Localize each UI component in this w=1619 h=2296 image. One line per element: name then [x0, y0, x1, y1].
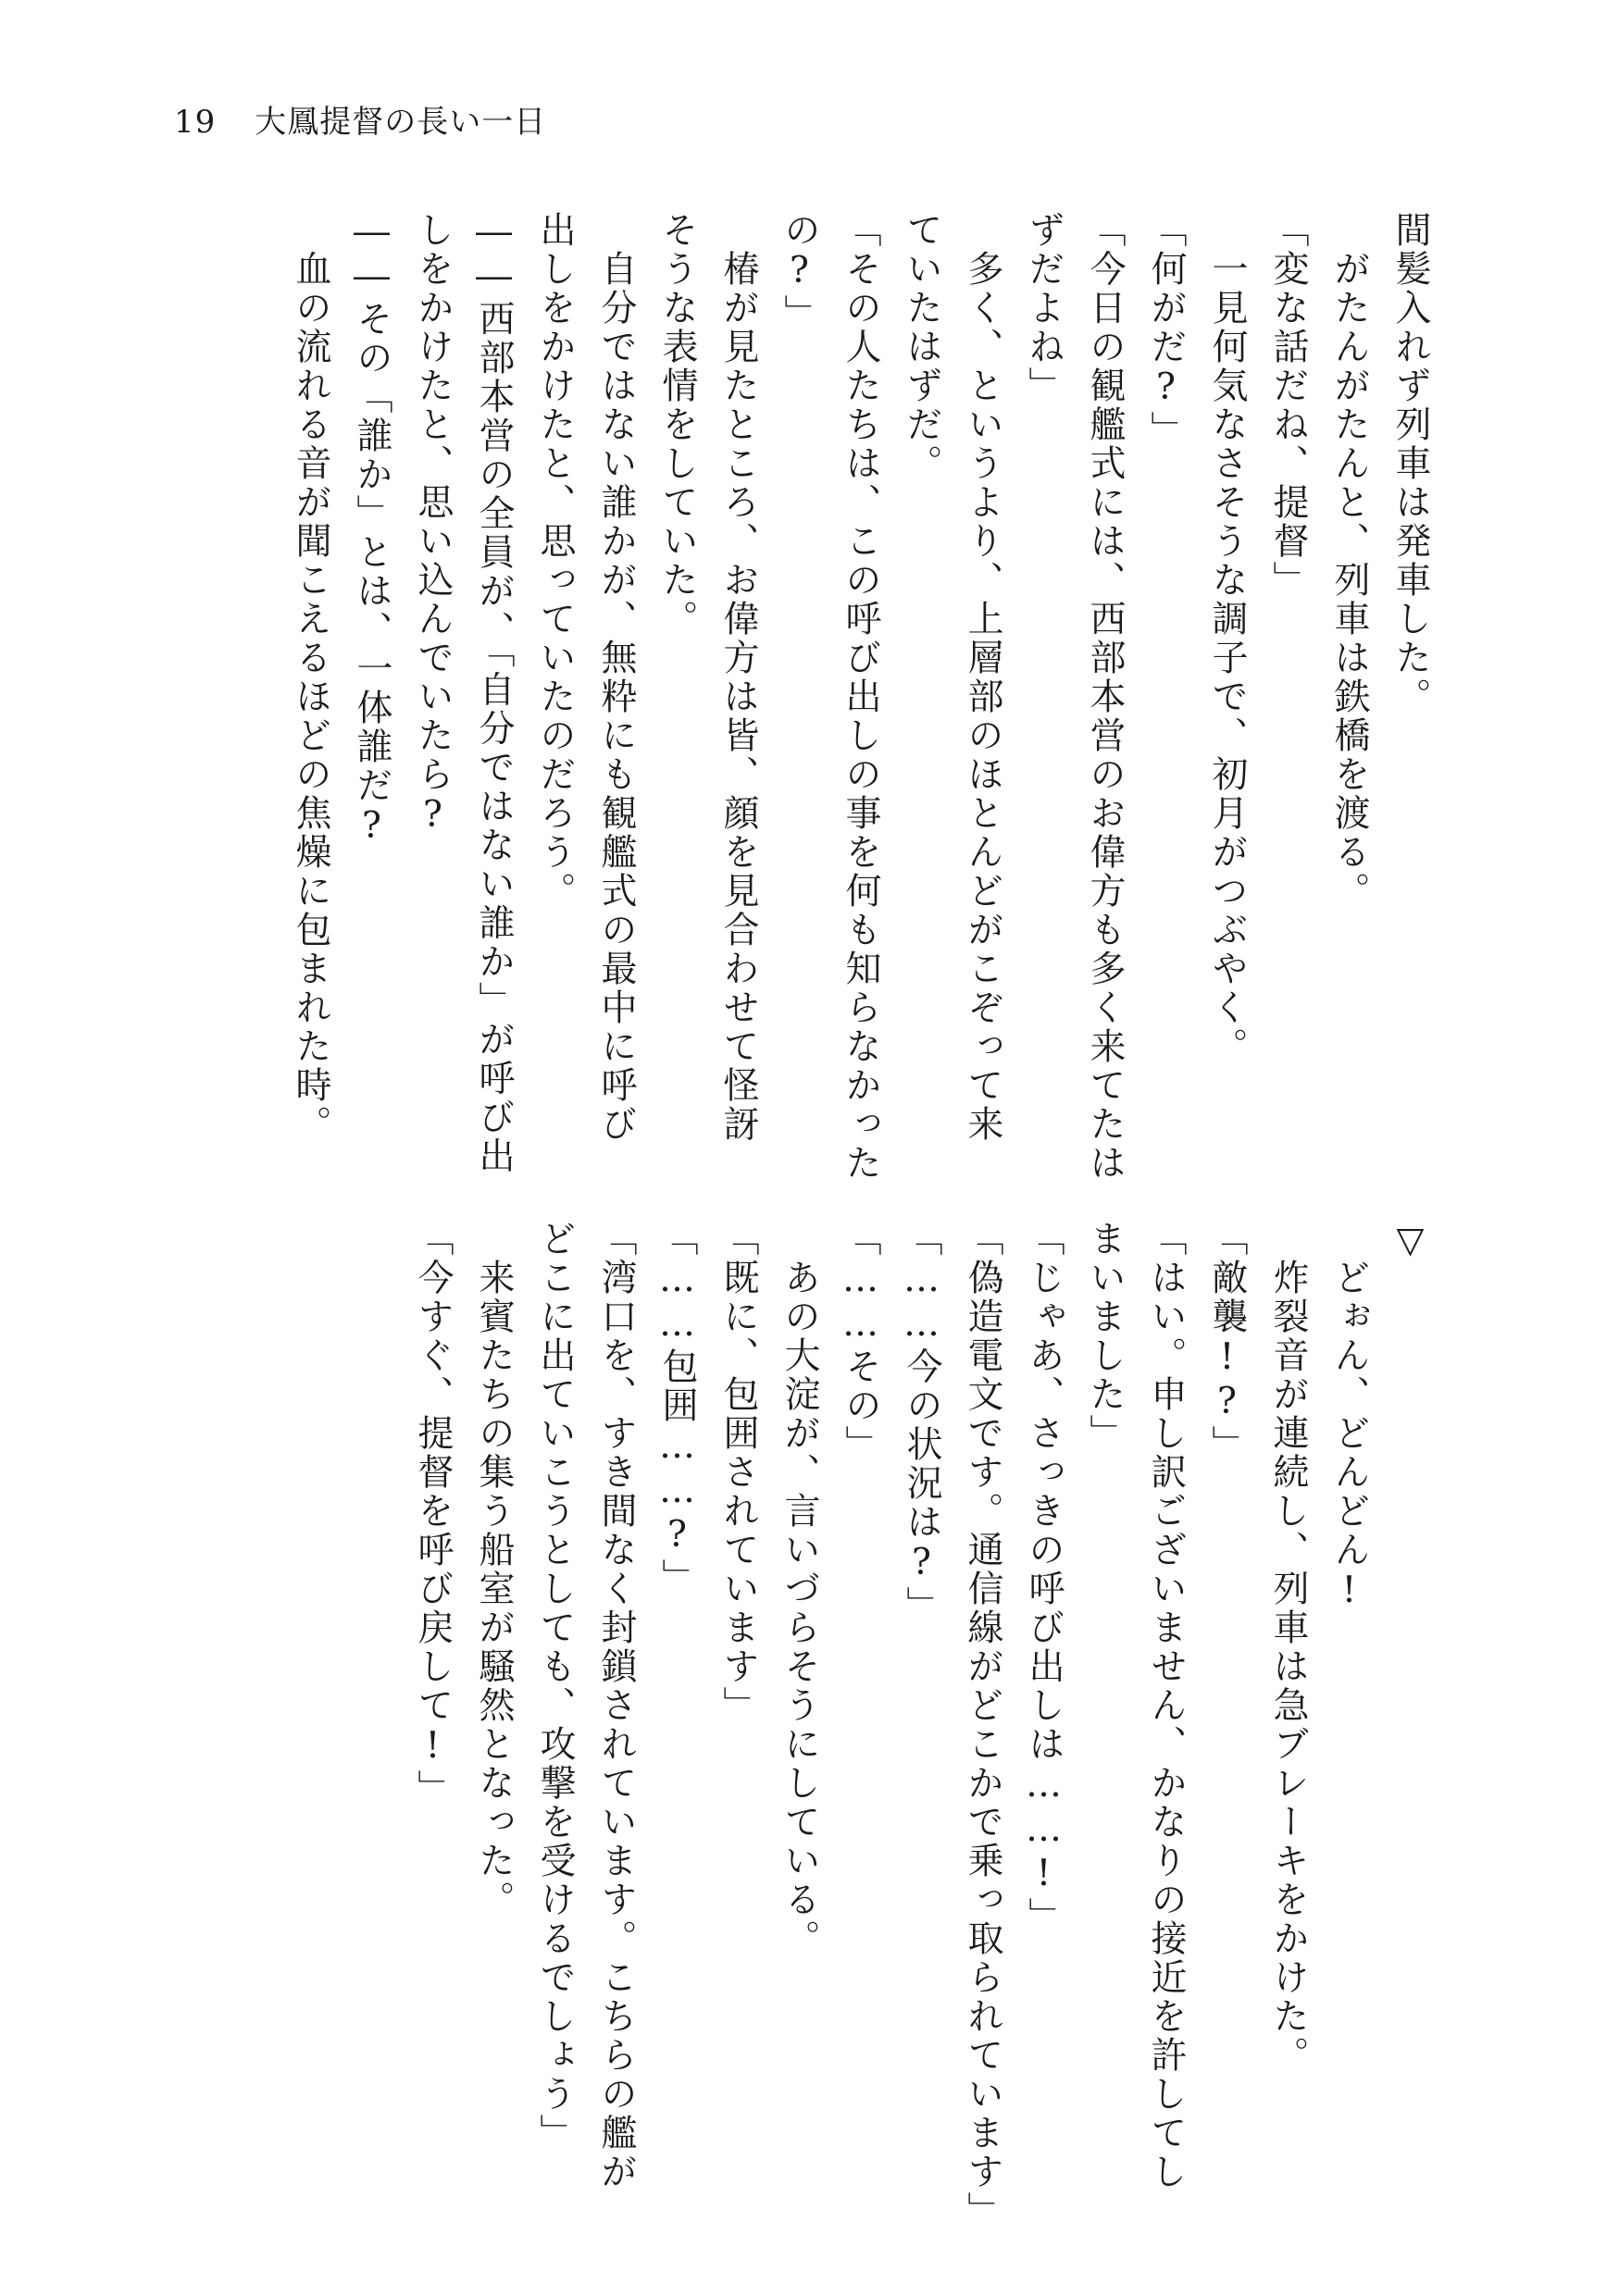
text-line: 多く、というより、上層部のほとんどがこぞって来 — [962, 250, 1003, 1144]
text-line: あの大淀が、言いづらそうにしている。 — [778, 1259, 820, 1958]
text-line: しをかけたと、思い込んでいたら? — [412, 211, 454, 838]
text-line: ――西部本営の全員が、「自分ではない誰か」が呼び出 — [473, 211, 515, 1176]
text-line: 「湾口を、すき間なく封鎖されています。こちらの艦が — [595, 1220, 637, 2191]
text-line: 自分ではない誰かが、無粋にも観艦式の最中に呼び — [595, 250, 637, 1144]
text-line: 「はい。申し訳ございません、かなりの接近を許してし — [1145, 1220, 1187, 2191]
text-line: 「敵襲!?」 — [1206, 1220, 1248, 1464]
page-number: 19 — [174, 104, 217, 141]
text-line: 「……その」 — [840, 1220, 881, 1464]
text-line: 炸裂音が連続し、列車は急ブレーキをかけた。 — [1267, 1259, 1309, 2075]
text-line: 「既に、包囲されています」 — [717, 1220, 759, 1725]
scene-break-mark: ▽ — [1389, 1220, 1431, 1264]
text-line: ずだよね」 — [1023, 211, 1065, 405]
text-block-lower — [402, 1220, 1440, 2230]
text-line: 「何がだ?」 — [1145, 211, 1187, 450]
text-line: 「今日の観艦式には、西部本営のお偉方も多く来てたは — [1084, 211, 1126, 1183]
text-line: ――その「誰か」とは、一体誰だ? — [351, 211, 392, 850]
text-line: 来賓たちの集う船室が騒然となった。 — [473, 1259, 515, 1919]
text-line: 椿が見たところ、お偉方は皆、顔を見合わせて怪訝 — [717, 250, 759, 1144]
text-line: 「……今の状況は?」 — [901, 1220, 942, 1625]
text-line: 「偽造電文です。通信線がどこかで乗っ取られています」 — [962, 1220, 1003, 2230]
text-line: どこに出ていこうとしても、攻撃を受けるでしょう」 — [534, 1220, 576, 2153]
text-line: 一見何気なさそうな調子で、初月がつぶやく。 — [1206, 250, 1248, 1066]
text-line: ていたはずだ。 — [901, 211, 942, 483]
text-line: 「……包囲……?」 — [656, 1220, 698, 1597]
text-line: 間髪入れず列車は発車した。 — [1389, 211, 1431, 716]
text-line: どぉん、どんどん! — [1328, 1259, 1370, 1614]
text-line: そうな表情をしていた。 — [656, 211, 698, 639]
text-line: 出しをかけたと、思っていたのだろう。 — [534, 211, 576, 911]
text-block-upper — [280, 211, 1440, 1183]
running-header — [174, 100, 546, 144]
text-line: 「じゃあ、さっきの呼び出しは……!」 — [1023, 1220, 1065, 1936]
text-line: の?」 — [778, 211, 820, 333]
text-line: 血の流れる音が聞こえるほどの焦燥に包まれた時。 — [290, 250, 331, 1144]
text-line: 「変な話だね、提督」 — [1267, 211, 1309, 600]
book-title: 大鳳提督の長い一日 — [255, 104, 547, 141]
text-line: 「その人たちは、この呼び出しの事を何も知らなかった — [840, 211, 881, 1183]
text-line: がたんがたんと、列車は鉄橋を渡る。 — [1328, 250, 1370, 911]
text-line: 「今すぐ、提督を呼び戻して!」 — [412, 1220, 454, 1808]
text-line: まいました」 — [1084, 1220, 1126, 1453]
